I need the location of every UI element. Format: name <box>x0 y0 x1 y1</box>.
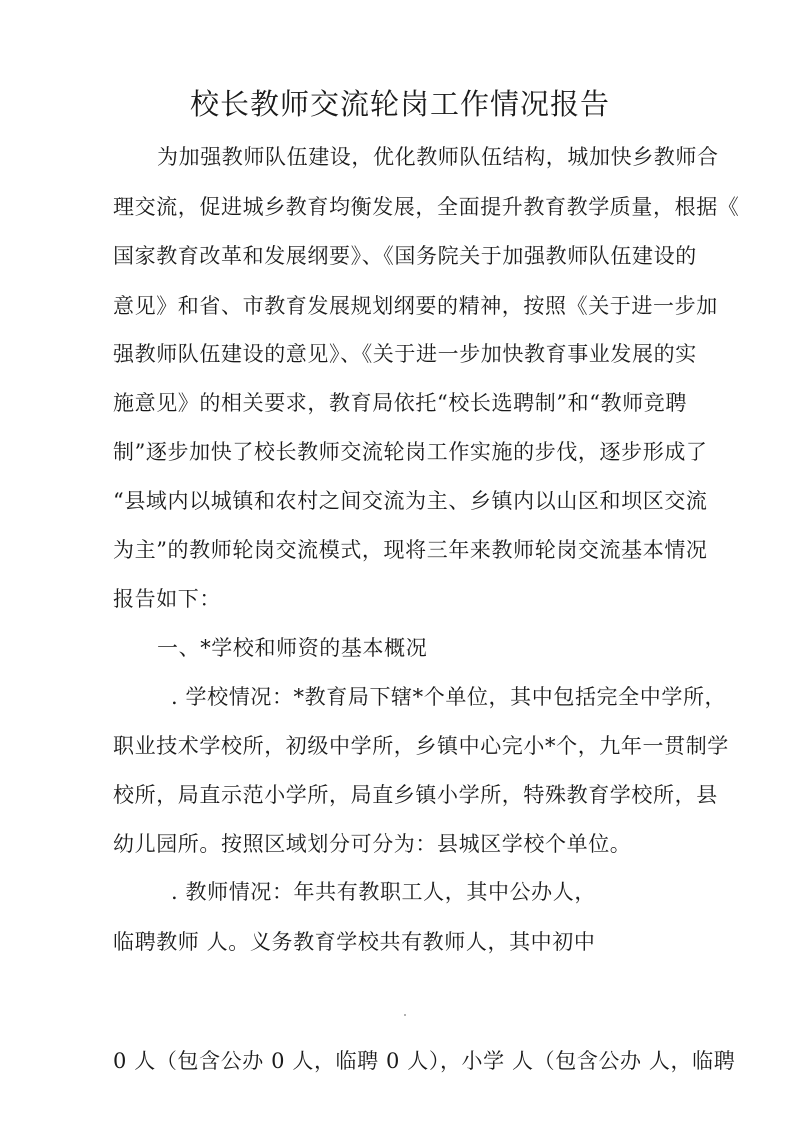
paragraph-line: 报告如下： <box>113 587 221 611</box>
paragraph-line: 为主”的教师轮岗交流模式，现将三年来教师轮岗交流基本情况 <box>113 538 708 562</box>
section-heading: 一、*学校和师资的基本概况 <box>157 636 428 660</box>
paragraph-line: 国家教育改革和发展纲要》、《国务院关于加强教师队伍建设的 <box>113 244 697 268</box>
paragraph-line: 幼儿园所。按照区域划分可分为：县城区学校个单位。 <box>113 832 632 856</box>
paragraph-line: 制”逐步加快了校长教师交流轮岗工作实施的步伐，逐步形成了 <box>113 440 708 464</box>
page-break-marker <box>404 1014 406 1016</box>
paragraph-line: 理交流，促进城乡教育均衡发展，全面提升教育教学质量，根据《 <box>113 195 740 219</box>
paragraph-line: 为加强教师队伍建设，优化教师队伍结构，城加快乡教师合 <box>157 145 719 169</box>
paragraph-line: 施意见》的相关要求，教育局依托“校长选聘制”和“教师竞聘 <box>113 391 688 415</box>
paragraph-line: “县域内以城镇和农村之间交流为主、乡镇内以山区和坝区交流 <box>113 489 708 513</box>
paragraph-line: 临聘教师 人。义务教育学校共有教师人，其中初中 <box>113 930 596 954</box>
paragraph-line: 0 人（包含公办 0 人，临聘 0 人），小学 人（包含公办 人，临聘 <box>113 1049 736 1073</box>
document-title: 校长教师交流轮岗工作情况报告 <box>189 87 610 121</box>
paragraph-line: 强教师队伍建设的意见》、《关于进一步加快教育事业发展的实 <box>113 342 697 366</box>
paragraph-line: 意见》和省、市教育发展规划纲要的精神，按照《关于进一步加 <box>113 294 718 318</box>
paragraph-line: . 学校情况：*教育局下辖*个单位，其中包括完全中学所， <box>171 685 727 709</box>
paragraph-line: . 教师情况：年共有教职工人，其中公办人， <box>171 880 596 904</box>
paragraph-line: 职业技术学校所，初级中学所，乡镇中心完小*个，九年一贯制学 <box>113 734 729 758</box>
paragraph-line: 校所，局直示范小学所，局直乡镇小学所，特殊教育学校所，县 <box>113 783 718 807</box>
